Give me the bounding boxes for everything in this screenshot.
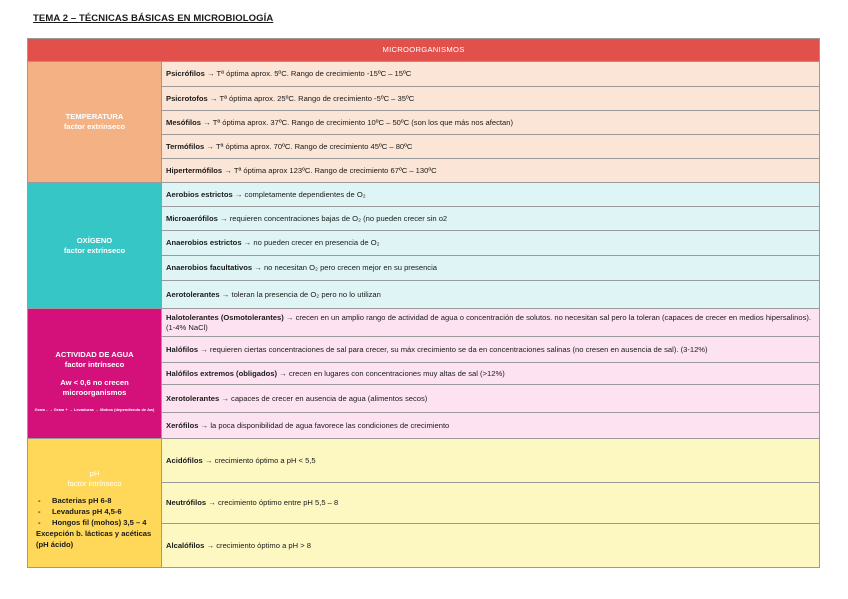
table-row [162,87,820,111]
term: Anaerobios estrictos [166,238,242,247]
category-subtitle: factor extrínseco [63,245,126,255]
term: Mesófilos [166,117,202,127]
table-row [162,363,820,385]
table-row [162,256,820,281]
description: Tª óptima aprox 123ºC. Rango de crecimiento 67ºC – 130ºC [233,165,437,175]
term: Termófilos [166,141,205,151]
list-item: - Bacterias pH 6-8 [36,495,157,506]
term: Halotolerantes (Osmotolerantes) [166,312,284,322]
arrow: → [221,289,230,299]
table-row [162,309,820,337]
table-row [162,524,820,568]
arrow: → [220,213,228,223]
arrow: → [221,393,229,403]
arrow: → [285,312,294,322]
list-item: - Hongos fil (mohos) 3,5 – 4 [36,517,157,528]
table-row [162,231,820,256]
water-activity-note: Aw < 0,6 no crecen microorganismos [60,377,129,397]
table-row [162,62,820,87]
description: crecen en lugares con concentraciones muy altas de sal (>12%) [288,368,505,378]
table-row [162,439,820,483]
arrow: → [200,420,209,430]
table-row [162,385,820,413]
arrow: → [234,189,243,199]
arrow: → [243,238,252,247]
arrow: → [200,344,208,354]
term: Acidófilos [166,455,203,465]
arrow: → [204,455,213,465]
category-title: ACTIVIDAD DE AGUA [55,349,134,359]
description: la poca disponibilidad de agua favorece las condiciones de crecimiento [210,420,450,430]
table-row [162,207,820,231]
description: requieren ciertas concentraciones de sal para crecer, su máx crecimiento se da en concentraciones salinas (no cresen en ausencia de sal). (3-12%) [209,344,708,354]
arrow: → [206,141,214,151]
organism-sensitivity-note: Gram - → Gram + → Levaduras → Mohos (dependiendo de Aw) [34,406,155,412]
category-ph [28,439,162,568]
arrow: → [279,368,287,378]
description: crecimiento óptimo entre pH 5,5 – 8 [217,498,339,507]
description: toleran la presencia de O₂ pero no lo utilizan [231,289,381,299]
description: requieren concentraciones bajas de O₂ (no pueden crecer sin o2 [229,213,448,223]
category-subtitle: factor intrínseco [67,478,122,488]
term: Aerotolerantes [166,289,220,299]
table-row [162,135,820,159]
term: Aerobios estrictos [166,189,233,199]
table-row [162,483,820,524]
term: Microaerófilos [166,213,218,223]
category-water-activity [28,309,162,439]
term: Halófilos [166,344,199,354]
term: Alcalófilos [166,540,205,550]
arrow: → [203,117,211,127]
description: crecen en un amplio rango de actividad de agua o concentración de solutos. no necesitan sal pero la toleran (capaces de crecer en medios hipersalinos). (1-4% NaCl) [166,312,812,332]
category-oxygen [28,183,162,309]
table-row [162,159,820,183]
term: Anaerobios facultativos [166,263,253,272]
description: Tª óptima aprox. 5ºC. Rango de crecimiento -15ºC – 15ºC [216,69,412,78]
microorganisms-table [27,38,820,568]
table-row [162,413,820,439]
term: Hipertermófilos [166,165,223,175]
arrow: → [208,498,216,507]
description: crecimiento óptimo a pH < 5,5 [214,455,316,465]
table-row [162,111,820,135]
table-header: MICROORGANISMOS [28,39,820,62]
term: Psicrófilos [166,69,205,78]
description: Tª óptima aprox. 70ºC. Rango de crecimiento 45ºC – 80ºC [215,141,413,151]
term: Xerófilos [166,420,199,430]
ph-ranges-list [36,495,157,528]
description: Tª óptima aprox. 37ºC. Rango de crecimiento 10ºC – 50ºC (son los que más nos afectan) [212,117,513,127]
description: Tª óptima aprox. 25ºC. Rango de crecimiento -5ºC – 35ºC [219,93,415,103]
term: Neutrófilos [166,498,207,507]
category-title: pH [89,468,100,478]
term: Psicrotofos [166,93,208,103]
term: Xerotolerantes [166,393,220,403]
category-temperature [28,62,162,183]
arrow: → [254,263,262,272]
page-title: TEMA 2 – TÉCNICAS BÁSICAS EN MICROBIOLOGÍA [33,13,274,24]
arrow: → [206,69,215,78]
table-row [162,337,820,363]
category-subtitle: factor intrínseco [64,359,125,369]
category-title: OXÍGENO [76,235,113,245]
category-subtitle: factor extrínseco [63,122,126,131]
description: crecimiento óptimo a pH > 8 [216,540,312,550]
list-item: - Levaduras pH 4,5-6 [36,506,157,517]
arrow: → [206,540,215,550]
ph-exception-note: Excepción b. lácticas y acéticas (pH ácido) [36,528,152,549]
table-row [162,281,820,309]
term: Halófilos extremos (obligados) [166,368,277,378]
description: no pueden crecer en presencia de O₂ [253,238,380,247]
category-title: TEMPERATURA [65,112,124,121]
arrow: → [209,93,218,103]
description: completamente dependientes de O₂ [244,189,366,199]
description: capaces de crecer en ausencia de agua (alimentos secos) [231,393,428,403]
description: no necesitan O₂ pero crecen mejor en su presencia [263,263,437,272]
table-row [162,183,820,207]
arrow: → [224,165,232,175]
